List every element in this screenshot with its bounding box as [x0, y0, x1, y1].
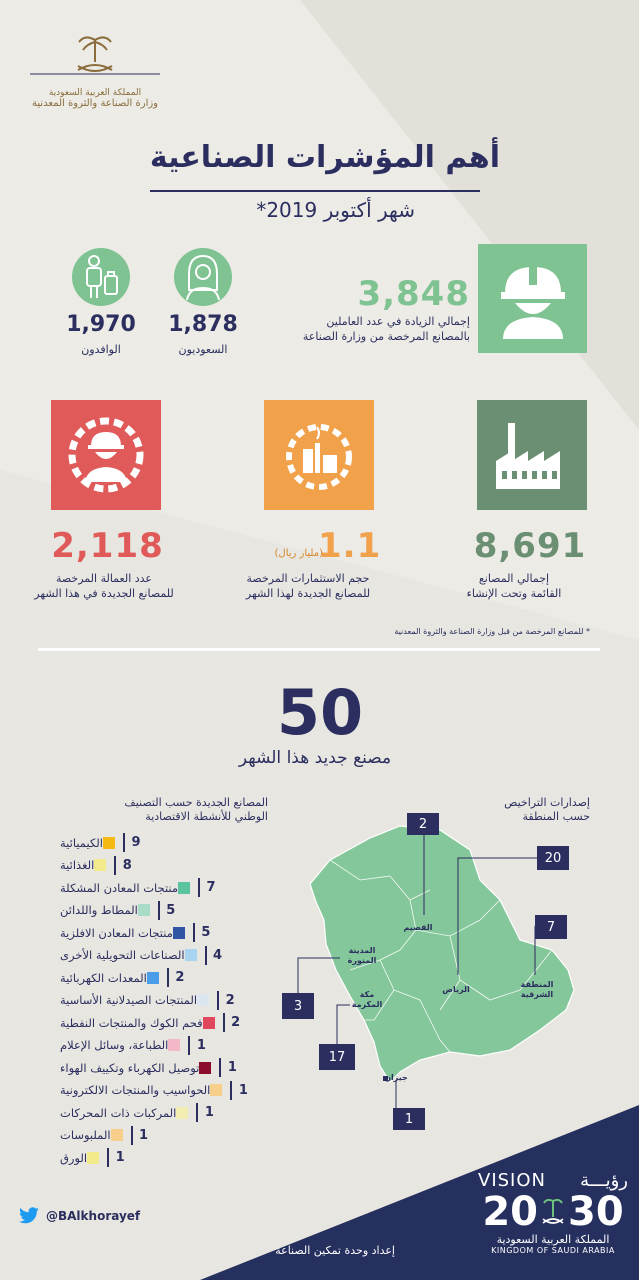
sector-count: 2 — [175, 970, 185, 985]
year-part-a: 20 — [482, 1189, 538, 1235]
workers-total-value: 3,848 — [357, 274, 470, 314]
region-count-makkah: 17 — [319, 1044, 355, 1070]
ministry-name-line-2: وزارة الصناعة والثروة المعدنية — [31, 98, 159, 109]
sector-name: المنتجات الصيدلانية الأساسية — [60, 993, 198, 1007]
vision-en: VISION — [478, 1170, 546, 1191]
investment-value: 1.1 — [318, 526, 382, 566]
new-factories-value: 50 — [276, 676, 364, 749]
labor-value: 2,118 — [51, 526, 164, 566]
map-label-eastern-2: الشرقية — [520, 990, 554, 999]
sector-count: 2 — [231, 1015, 241, 1030]
sector-name: الملبوسات — [60, 1128, 111, 1142]
sector-count: 1 — [204, 1105, 214, 1120]
investment-label-1: حجم الاستثمارات المرخصة — [246, 572, 370, 585]
region-count-madinah: 3 — [282, 993, 314, 1019]
sector-count: 1 — [115, 1150, 125, 1165]
twitter-handle[interactable] — [18, 1207, 140, 1225]
sector-name: منتجات المعادن المشكلة — [60, 880, 179, 895]
page-title: أهم المؤشرات الصناعية — [149, 140, 500, 175]
workers-total-label-2: بالمصانع المرخصة من وزارة الصناعة — [302, 330, 470, 343]
sector-count: 1 — [227, 1060, 237, 1075]
saudis-label: السعوديون — [178, 343, 228, 356]
map-label-madinah-2: المنورة — [347, 956, 377, 965]
map-label-eastern-1: المنطقة — [520, 980, 554, 989]
sector-name: الصناعات التحويلية الأخرى — [60, 948, 185, 962]
region-count-jazan: 1 — [393, 1108, 425, 1130]
sector-count: 2 — [225, 992, 235, 1008]
sector-count: 4 — [213, 947, 223, 963]
emblem-icon — [540, 1197, 566, 1227]
kingdom-ar: المملكة العربية السعودية — [496, 1233, 610, 1246]
sector-name: المركبات ذات المحركات — [60, 1105, 177, 1120]
page-subtitle: شهر أكتوبر 2019* — [256, 198, 415, 222]
sector-name: الطباعة، وسائل الإعلام — [60, 1038, 169, 1052]
twitter-icon — [18, 1207, 40, 1225]
expats-label: الوافدون — [81, 343, 121, 356]
regions-title-1: إصدارات التراخيص — [504, 796, 590, 809]
sector-count: 7 — [206, 880, 216, 895]
expats-value: 1,970 — [66, 312, 136, 337]
sectors-title-1: المصانع الجديدة حسب التصنيف — [124, 796, 268, 809]
investment-label-2: للمصانع الجديدة لهذا الشهر — [245, 587, 371, 600]
regions-title-2: حسب المنطقة — [522, 810, 590, 823]
region-count-qassim: 2 — [407, 813, 439, 835]
labor-label-1: عدد العمالة المرخصة — [56, 572, 152, 585]
sector-name: فحم الكوك والمنتجات النفطية — [60, 1015, 203, 1030]
sectors-title-2: الوطني للأنشطة الاقتصادية — [145, 810, 268, 823]
map-label-makkah-2: المكرمة — [351, 1000, 383, 1009]
vision-2030-logo — [478, 1170, 628, 1270]
investment-unit: (مليار ريال) — [274, 548, 323, 559]
sector-name: الكيميائية — [60, 835, 103, 850]
sector-count: 8 — [122, 857, 132, 873]
sector-count: 1 — [196, 1037, 206, 1053]
vision-ar: رؤيـــة — [580, 1170, 628, 1191]
region-count-riyadh: 20 — [537, 846, 569, 870]
map-label-jazan: جيزان — [384, 1073, 408, 1082]
kingdom-en: KINGDOM OF SAUDI ARABIA — [491, 1246, 615, 1255]
footnote: * للمصانع المرخصة من قبل وزارة الصناعة والثروة المعدنية — [394, 627, 590, 636]
ministry-name-line-1: المملكة العربية السعودية — [48, 88, 142, 98]
sector-name: الورق — [60, 1150, 88, 1165]
sector-count: 1 — [139, 1127, 149, 1143]
factories-label-1: إجمالي المصانع — [478, 572, 550, 585]
labor-label-2: للمصانع الجديدة في هذا الشهر — [34, 587, 174, 600]
sector-count: 5 — [166, 902, 176, 918]
saudis-value: 1,878 — [168, 312, 238, 337]
year-part-b: 30 — [568, 1189, 624, 1235]
new-factories-label: مصنع جديد هذا الشهر — [238, 748, 392, 768]
prepared-by: إعداد وحدة تمكين الصناعة — [275, 1244, 395, 1257]
sector-count: 5 — [201, 925, 211, 940]
factories-value: 8,691 — [473, 526, 587, 566]
sector-count: 1 — [238, 1082, 248, 1098]
map-label-riyadh: الرياض — [442, 985, 470, 994]
sector-name: المطاط واللدائن — [60, 903, 138, 917]
sector-name: الحواسيب والمنتجات الالكترونية — [60, 1083, 211, 1097]
sector-count: 9 — [131, 835, 141, 850]
map-label-madinah-1: المدينة — [348, 946, 376, 955]
sector-name: توصيل الكهرباء وتكييف الهواء — [60, 1060, 200, 1075]
twitter-handle-text: @BAlkhorayef — [46, 1209, 141, 1223]
region-count-eastern: 7 — [535, 915, 567, 939]
factories-label-2: القائمة وتحت الإنشاء — [466, 587, 562, 600]
workers-total-label-1: إجمالي الزيادة في عدد العاملين — [326, 315, 470, 328]
map-label-makkah-1: مكة — [359, 990, 375, 999]
map-label-qassim: القصيم — [403, 923, 433, 932]
sector-name: الغذائية — [60, 858, 95, 872]
sector-name: منتجات المعادن الافلزية — [60, 925, 173, 940]
sector-name: المعدات الكهربائية — [60, 970, 147, 985]
